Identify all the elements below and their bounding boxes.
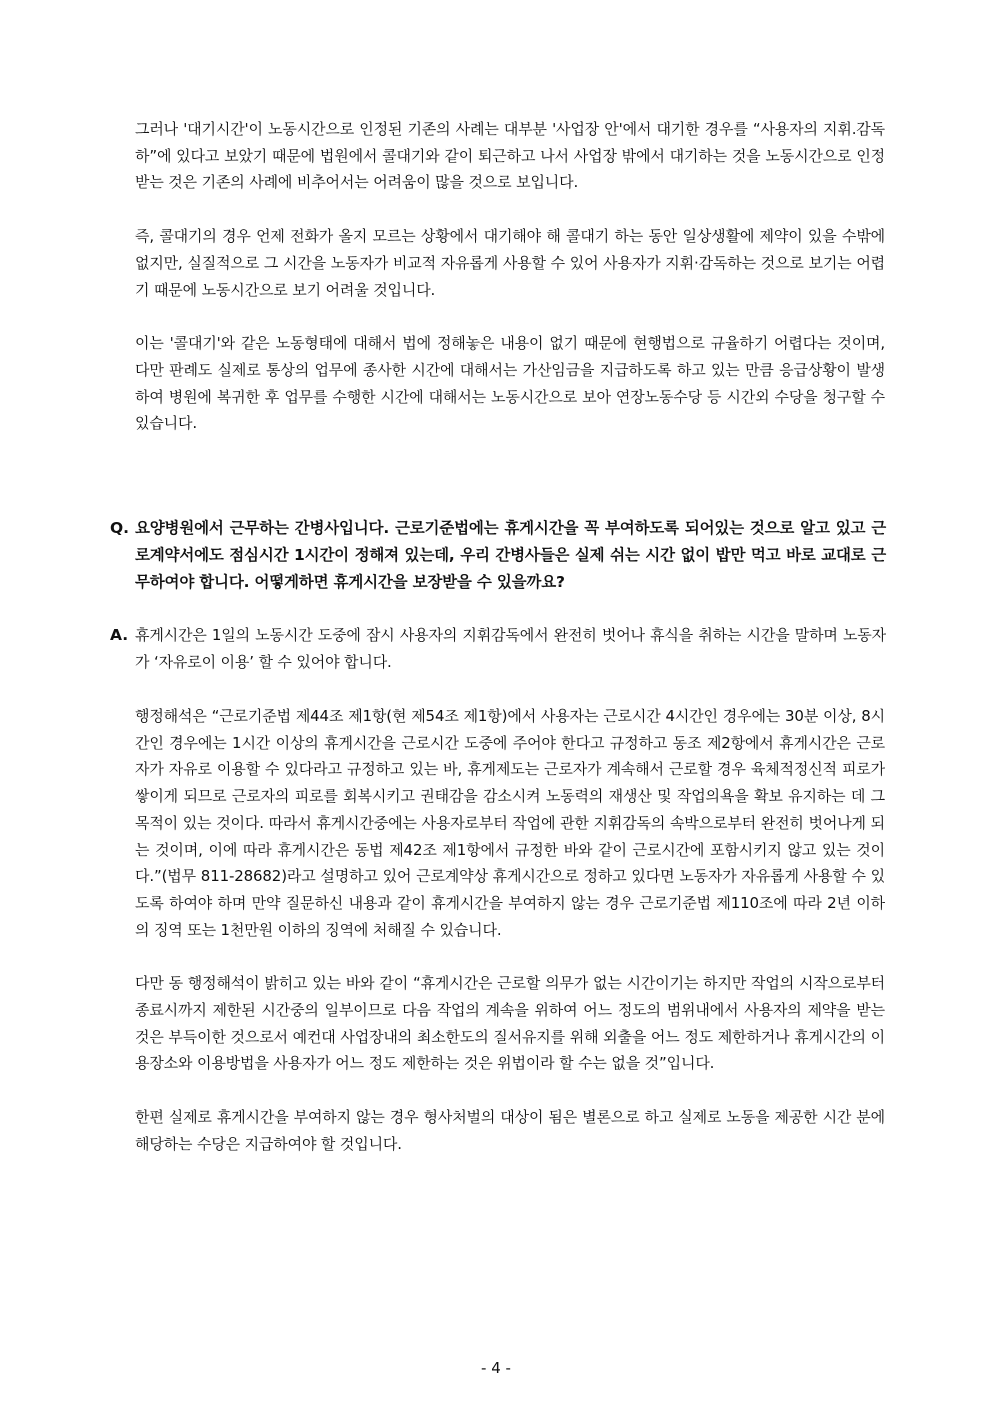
answer-paragraph-1: 행정해석은 “근로기준법 제44조 제1항(현 제54조 제1항)에서 사용자는 근로시간 4시간인 경우에는 30분 이상, 8시간인 경우에는 1시간 이상의 휴게시간을 근로시간 도중에 주어야 한다고 규정하고 동조 제2항에서 휴게시간은 근로자가 자유로 이용할 수 있다라고 규정하고 있는 바, 휴게제도는 근로자가 계속해서 근로할 경우 육체적정신적 피로가 쌓이게 되므로 근로자의 피로를 회복시키고 권태감을 감소시켜 노동력의 재생산 및 작업의욕을 확보 유지하는 데 그 목적이 있는 것이다. 따라서 휴게시간중에는 사용자로부터 작업에 관한 지휘감독의 속박으로부터 완전히 벗어나게 되는 것이며, 이에 따라 휴게시간은 동법 제42조 제1항에서 규정한 바와 같이 근로시간에 포함시키지 않고 있는 것이다.”(법무 811-28682)라고 설명하고 있어 근로계약상 휴게시간으로 정하고 있다면 노동자가 자유롭게 사용할 수 있도록 하여야 하며 만약 질문하신 내용과 같이 휴게시간을 부여하지 않는 경우 근로기준법 제110조에 따라 2년 이하의 징역 또는 1천만원 이하의 징역에 처해질 수 있습니다.	[135, 707, 885, 939]
answer-lead-text: 휴게시간은 1일의 노동시간 도중에 잠시 사용자의 지휘감독에서 완전히 벗어나 휴식을 취하는 시간을 말하며 노동자가 ‘자유로이 이용’ 할 수 있어야 합니다.	[135, 626, 886, 671]
answer-paragraph-2: 다만 동 행정해석이 밝히고 있는 바와 같이 “휴게시간은 근로할 의무가 없는 시간이기는 하지만 작업의 시작으로부터 종료시까지 제한된 시간중의 일부이므로 다음 작업의 계속을 위하여 어느 정도의 범위내에서 사용자의 제약을 받는 것은 부득이한 것으로서 예컨대 사업장내의 최소한도의 질서유지를 위해 외출을 어느 정도 제한하거나 휴게시간의 이용장소와 이용방법을 사용자가 어느 정도 제한하는 것은 위법이라 할 수는 없을 것”입니다.	[135, 974, 885, 1073]
intro-paragraph-3: 이는 '콜대기'와 같은 노동형태에 대해서 법에 정해놓은 내용이 없기 때문에 현행법으로 규율하기 어렵다는 것이며, 다만 판례도 실제로 통상의 업무에 종사한 시간에 대해서는 가산임금을 지급하도록 하고 있는 만큼 응급상황이 발생하여 병원에 복귀한 후 업무를 수행한 시간에 대해서는 노동시간으로 보아 연장노동수당 등 시간외 수당을 청구할 수 있습니다.	[135, 334, 885, 433]
intro-section	[135, 116, 885, 464]
question-label: Q.	[110, 519, 130, 537]
page-number: - 4 -	[481, 1359, 511, 1377]
answer-label: A.	[110, 626, 129, 644]
intro-paragraph-1: 그러나 '대기시간'이 노동시간으로 인정된 기존의 사례는 대부분 '사업장 안'에서 대기한 경우를 “사용자의 지휘.감독 하”에 있다고 보았기 때문에 법원에서 콜대기와 같이 퇴근하고 나서 사업장 밖에서 대기하는 것을 노동시간으로 인정받는 것은 기존의 사례에 비추어서는 어려움이 많을 것으로 보입니다.	[135, 120, 885, 192]
question-text: 요양병원에서 근무하는 간병사입니다. 근로기준법에는 휴게시간을 꼭 부여하도록 되어있는 것으로 알고 있고 근로계약서에도 점심시간 1시간이 정해져 있는데, 우리 간병사들은 실제 쉬는 시간 없이 밥만 먹고 바로 교대로 근무하여야 합니다. 어떻게하면 휴게시간을 보장받을 수 있을까요?	[135, 519, 886, 591]
question-block	[110, 515, 886, 596]
answer-paragraph-3: 한편 실제로 휴게시간을 부여하지 않는 경우 형사처벌의 대상이 됨은 별론으로 하고 실제로 노동을 제공한 시간 분에 해당하는 수당은 지급하여야 할 것입니다.	[135, 1108, 885, 1153]
answer-body	[135, 703, 885, 1185]
intro-paragraph-2: 즉, 콜대기의 경우 언제 전화가 올지 모르는 상황에서 대기해야 해 콜대기 하는 동안 일상생활에 제약이 있을 수밖에 없지만, 실질적으로 그 시간을 노동자가 비교적 자유롭게 사용할 수 있어 사용자가 지휘·감독하는 것으로 보기는 어렵기 때문에 노동시간으로 보기 어려울 것입니다.	[135, 227, 885, 299]
answer-block	[110, 622, 886, 675]
